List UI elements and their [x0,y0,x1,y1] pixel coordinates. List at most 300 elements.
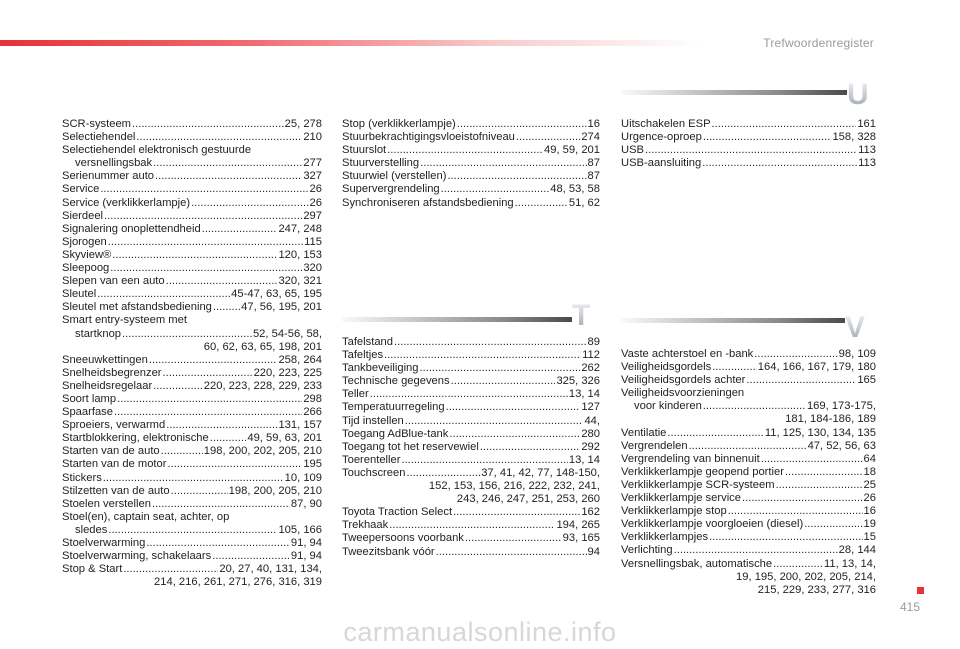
index-entry-pages: 87 [587,170,600,183]
index-entry-pages: 94 [587,545,600,558]
dot-leader [123,563,218,576]
index-entry-term: Ventilatie [621,426,667,439]
index-entry [62,262,322,275]
index-entry-pages-continued: 243, 246, 247, 251, 253, 260 [456,493,600,506]
dot-leader [674,544,838,557]
index-entry-pages: 258, 264 [278,353,322,366]
dot-leader [132,118,284,131]
letter-heading-t: T [572,299,591,332]
index-entry-term: Trekhaak [342,519,389,532]
index-entry-term: Veiligheidsvoorzieningen [621,387,745,400]
index-entry-pages: 113 [858,157,876,170]
index-entry-pages: 220, 223, 225 [253,366,322,379]
dot-leader [709,531,863,544]
index-entry-pages: 13, 14 [568,453,600,466]
dot-leader [117,393,302,406]
index-entry-pages: 10, 109 [284,471,322,484]
index-entry [62,485,322,498]
index-entry-pages: 262 [581,362,600,375]
index-entry-term: Skyview® [62,248,112,261]
index-entry [342,415,600,428]
dot-leader [689,440,807,453]
index-entry-term: Snelheidsregelaar [62,379,153,392]
index-entry-pages: 52, 54-56, 58, [252,327,322,340]
dot-leader [163,367,253,380]
index-entry [62,380,322,393]
index-entry-term: Starten van de auto [62,445,160,458]
index-entry-pages: 112 [582,349,600,362]
index-entry [62,118,322,131]
index-entry [621,348,876,361]
dot-leader [104,210,302,223]
index-entry [621,374,876,387]
index-entry-term: Stuurverstelling [342,157,420,170]
dot-leader [152,498,290,511]
index-entry-term: Veiligheidsgordels [621,361,712,374]
index-entry-term: Verlichting [621,544,673,557]
index-entry-pages: 297 [303,209,322,222]
dot-leader [122,328,252,341]
index-column-u [621,118,876,170]
index-entry-pages-continued: 181, 184-186, 189 [785,413,876,426]
letter-divider-u [621,90,847,95]
letter-heading-u: U [847,78,869,111]
dot-leader [394,336,587,349]
index-entry-term: Stuurslot [342,144,387,157]
index-entry [621,144,876,157]
index-entry-term: USB-aansluiting [621,157,702,170]
index-entry-term: Soort lamp [62,392,117,405]
dot-leader [136,131,302,144]
index-entry-term: startknop [75,327,122,340]
index-entry [62,524,322,537]
index-entry-pages: 49, 59, 201 [544,144,600,157]
index-entry-term: Sleepoog [62,262,110,275]
index-entry [621,518,876,531]
index-entry [621,466,876,479]
page-number: 415 [899,600,920,614]
index-entry-pages: 115 [304,235,322,248]
index-entry-pages: 194, 265 [556,519,600,532]
dot-leader [167,458,302,471]
dot-leader [746,374,856,387]
index-entry-pages-continued: 214, 216, 261, 271, 276, 316, 319 [154,576,322,589]
index-entry-term: Sierdeel [62,209,104,222]
dot-leader [103,472,284,485]
index-entry [62,131,322,144]
index-entry [62,157,322,170]
index-entry-pages: 195 [303,458,322,471]
index-entry [621,361,876,374]
index-entry [342,349,600,362]
index-entry-pages: 113 [858,144,876,157]
index-entry-term: Stilzetten van de auto [62,484,170,497]
dot-leader [703,131,832,144]
index-entry-term: Urgence-oproep [621,131,702,144]
index-entry-pages: 89 [587,336,600,348]
index-entry-pages: 26 [309,196,322,209]
index-entry-pages: 169, 173-175, [806,400,876,413]
index-entry-pages: 16 [863,505,876,518]
index-entry [62,197,322,210]
watermark: carmanualsonline.info [343,617,617,647]
dot-leader [387,144,543,157]
index-entry-pages: 164, 166, 167, 179, 180 [757,361,876,374]
index-entry-pages: 98, 109 [838,348,876,360]
index-entry [62,537,322,550]
dot-leader [97,288,230,301]
index-column-s [62,118,322,589]
index-entry-term: Stuurwiel (verstellen) [342,170,447,183]
header-accent-bar [0,40,700,46]
index-entry [62,301,322,314]
index-entry-term: Sneeuwkettingen [62,353,148,366]
dot-leader [100,183,308,196]
index-entry [342,388,600,401]
index-entry-pages-continued: 19, 195, 200, 202, 205, 214, [736,570,876,583]
index-entry-pages: 120, 153 [278,248,322,261]
index-entry [62,406,322,419]
dot-leader [728,505,863,518]
index-entry-pages: 44, [584,414,600,427]
index-entry [621,544,876,557]
index-entry-term: Sleutel met afstandsbediening [62,301,212,314]
index-entry-pages-continued: 215, 229, 233, 277, 316 [757,583,876,596]
index-entry-pages: 45-47, 63, 65, 195 [231,288,322,301]
dot-leader [776,479,863,492]
index-entry [62,249,322,262]
index-entry [342,336,600,349]
index-entry-pages: 51, 62 [568,196,600,209]
index-entry-term: Serienummer auto [62,170,155,183]
dot-leader [515,197,568,210]
dot-leader [453,506,580,519]
index-entry-pages: 28, 144 [838,544,876,557]
dot-leader [191,197,308,210]
dot-leader [447,170,586,183]
index-entry [621,505,876,518]
index-entry [342,118,600,131]
dot-leader [516,131,580,144]
dot-leader [389,519,555,532]
index-entry-pages: 320, 321 [278,275,322,288]
index-entry-term: Verklikkerlampjes [621,531,709,544]
dot-leader [155,170,302,183]
index-entry [62,328,322,341]
index-entry-term: Technische gegevens [342,375,450,388]
index-entry [621,453,876,466]
index-entry-term: Selectiehendel elektronisch gestuurde [62,144,252,157]
dot-leader [804,518,862,531]
index-entry-pages: 274 [581,131,600,144]
index-entry-term: Service [62,183,100,196]
dot-leader [480,441,581,454]
index-entry-pages-continued: 152, 153, 156, 216, 222, 232, 241, [428,480,600,493]
index-entry-pages: 13, 14 [568,388,600,401]
index-entry-term: Stoelen verstellen [62,497,151,510]
index-entry [62,354,322,367]
dot-leader [213,301,240,314]
index-entry-term: Vaste achterstoel en -bank [621,348,754,360]
index-entry-term: Stuurbekrachtigingsvloeistofniveau [342,131,515,144]
dot-leader [202,223,278,236]
index-entry-term: voor kinderen [634,400,702,413]
dot-leader [212,550,290,563]
dot-leader [370,388,568,401]
index-entry-pages: 49, 59, 63, 201 [247,432,322,445]
index-column-s-continued [342,118,600,210]
dot-leader [436,546,587,559]
dot-leader [166,419,277,432]
index-entry-term: Uitschakelen ESP [621,118,711,130]
index-entry-pages: 25 [863,478,876,491]
dot-leader [449,428,580,441]
index-column-v [621,348,876,597]
index-entry [62,445,322,458]
index-entry [621,558,876,571]
index-entry-term: Sproeiers, verwarmd [62,419,166,432]
index-entry-term: sledes [75,523,108,536]
dot-leader [405,415,584,428]
dot-leader [110,262,302,275]
index-entry-pages: 220, 223, 228, 229, 233 [203,379,322,392]
index-entry [62,563,322,576]
index-entry-pages: 47, 56, 195, 201 [241,301,322,314]
index-entry [62,236,322,249]
index-entry-pages: 210 [303,131,322,144]
dot-leader [785,466,863,479]
index-entry-term: Verklikkerlampje geopend portier [621,465,784,478]
index-entry [342,131,600,144]
index-entry [62,183,322,196]
index-entry [621,440,876,453]
index-entry [342,157,600,170]
index-entry-term: Synchroniseren afstandsbediening [342,196,514,209]
index-entry-term: Stickers [62,471,102,484]
index-entry-pages: 91, 94 [290,537,322,549]
index-entry [621,427,876,440]
index-entry-term: Snelheidsbegrenzer [62,366,162,379]
section-title: Trefwoordenregister [763,36,874,50]
index-entry-term: Starten van de motor [62,458,167,471]
index-entry-pages: 48, 53, 58 [550,183,600,196]
index-entry-pages: 320 [303,262,322,275]
index-entry-pages: 292 [581,440,600,453]
dot-leader [773,558,823,571]
dot-leader [754,348,837,361]
index-entry-term: Vergrendelen [621,439,688,452]
index-entry-term: Spaarfase [62,406,113,419]
index-entry [62,393,322,406]
index-entry-pages: 247, 248 [278,222,322,235]
dot-leader [712,118,857,131]
index-entry [62,210,322,223]
index-entry [342,170,600,183]
index-entry-term: Service (verklikkerlampje) [62,196,191,209]
index-entry [621,531,876,544]
index-entry-term: USB [621,144,645,157]
dot-leader [166,275,278,288]
index-entry-pages: 18 [863,465,876,478]
index-entry-term: Sleutel [62,288,97,301]
letter-heading-v: V [845,311,866,344]
index-entry-term: Teller [342,388,369,401]
dot-leader [446,401,581,414]
index-entry [62,432,322,445]
dot-leader [406,467,480,480]
index-entry [62,223,322,236]
index-entry-term: versnellingsbak [75,157,153,170]
index-entry-pages: 11, 13, 14, [823,557,876,570]
index-entry-pages: 161 [857,118,876,130]
dot-leader [703,400,806,413]
dot-leader [149,354,278,367]
index-entry-pages: 298 [303,392,322,405]
dot-leader [712,361,757,374]
index-entry-term: Slepen van een auto [62,275,165,288]
index-entry-pages: 16 [587,118,600,130]
dot-leader [384,349,581,362]
index-entry [62,288,322,301]
index-entry [62,550,322,563]
index-entry-term: Veiligheidsgordels achter [621,374,746,387]
index-entry [342,454,600,467]
dot-leader [108,236,303,249]
dot-leader [161,445,203,458]
index-entry-term: Tweepersoons voorbank [342,532,464,545]
index-entry-pages: 325, 326 [556,375,600,388]
index-entry [342,519,600,532]
index-entry-pages-continued: 60, 62, 63, 65, 198, 201 [203,340,322,353]
index-entry-pages: 105, 166 [278,523,322,536]
index-entry-pages: 26 [863,492,876,505]
index-entry [62,472,322,485]
index-entry-term: Temperatuurregeling [342,401,445,414]
dot-leader [645,144,857,157]
dot-leader [146,537,290,550]
dot-leader [761,453,863,466]
letter-divider-v [621,318,845,323]
index-entry-pages: 198, 200, 202, 205, 210 [203,445,322,458]
index-entry-pages: 198, 200, 205, 210 [228,484,322,497]
index-entry-term: Selectiehendel [62,131,136,144]
index-entry [62,458,322,471]
dot-leader [108,524,277,537]
page-marker-square [917,587,924,594]
index-entry-pages: 15 [863,531,876,544]
index-entry-pages: 165 [857,374,876,387]
index-entry [342,183,600,196]
index-entry-term: Toyota Traction Select [342,506,453,519]
index-entry [342,467,600,480]
index-entry [62,498,322,511]
index-entry-term: Stop & Start [62,563,123,576]
dot-leader [441,183,550,196]
index-entry-pages: 266 [303,406,322,419]
index-entry-term: Versnellingsbak, automatische [621,557,773,570]
index-entry [342,546,600,559]
index-entry [342,362,600,375]
index-entry-pages: 280 [581,427,600,440]
index-entry-pages: 25, 278 [284,118,322,130]
dot-leader [465,532,562,545]
index-entry [621,479,876,492]
dot-leader [153,157,302,170]
index-entry-term: Verklikkerlampje SCR-systeem [621,478,775,491]
index-entry-pages: 127 [581,401,600,414]
index-entry-term: Startblokkering, elektronische [62,432,209,445]
index-entry-term: Verklikkerlampje stop [621,505,727,518]
index-entry-pages: 87 [587,157,600,170]
index-entry-term: Tafeltjes [342,349,384,362]
index-entry-pages: 11, 125, 130, 134, 135 [764,426,876,439]
index-entry [621,118,876,131]
index-entry [342,441,600,454]
index-entry-pages: 327 [303,170,322,183]
index-entry-term: Verklikkerlampje voorgloeien (diesel) [621,518,804,531]
index-entry [342,506,600,519]
index-entry-term: Tijd instellen [342,414,404,427]
index-entry-term: Verklikkerlampje service [621,492,741,505]
index-entry-term: Toerenteller [342,453,401,466]
index-entry [621,157,876,170]
index-entry-pages: 47, 52, 56, 63 [807,439,876,452]
index-entry-pages: 19 [863,518,876,531]
index-entry [342,532,600,545]
index-entry [621,492,876,505]
index-entry-term: Vergrendeling van binnenuit [621,452,760,465]
index-entry-pages: 158, 328 [832,131,876,144]
dot-leader [210,432,247,445]
index-entry [342,401,600,414]
dot-leader [457,118,587,131]
index-entry-pages: 87, 90 [290,497,322,510]
index-entry [62,367,322,380]
index-entry-pages: 131, 157 [278,419,322,432]
index-entry-term: Toegang tot het reservewiel [342,440,479,453]
index-entry-term: Supervergrendeling [342,183,440,196]
index-entry [621,131,876,144]
index-entry [62,419,322,432]
index-entry-term: Stoel(en), captain seat, achter, op [62,510,230,523]
index-entry-term: Stop (verklikkerlampje) [342,118,456,130]
index-entry-term: Touchscreen [342,466,406,479]
index-entry [62,170,322,183]
index-entry [342,197,600,210]
dot-leader [742,492,863,505]
index-entry-pages: 277 [303,157,322,170]
index-entry-pages: 20, 27, 40, 131, 134, [219,563,322,576]
dot-leader [451,375,556,388]
dot-leader [420,157,586,170]
dot-leader [112,249,277,262]
dot-leader [401,454,567,467]
index-entry-pages: 162 [581,506,600,519]
dot-leader [420,362,581,375]
index-entry-term: Stoelverwarming, schakelaars [62,550,212,563]
index-entry-pages: 64 [863,452,876,465]
dot-leader [702,157,857,170]
index-entry-term: Toegang AdBlue-tank [342,427,449,440]
index-entry-term: Tankbeveiliging [342,362,419,375]
dot-leader [153,380,203,393]
index-entry [62,275,322,288]
index-entry-term: Stoelverwarming [62,537,146,549]
index-entry-term: Tweezitsbank vóór [342,545,435,558]
index-entry-pages: 91, 94 [290,550,322,563]
index-column-t [342,336,600,559]
index-entry-term: Signalering onoplettendheid [62,222,201,235]
